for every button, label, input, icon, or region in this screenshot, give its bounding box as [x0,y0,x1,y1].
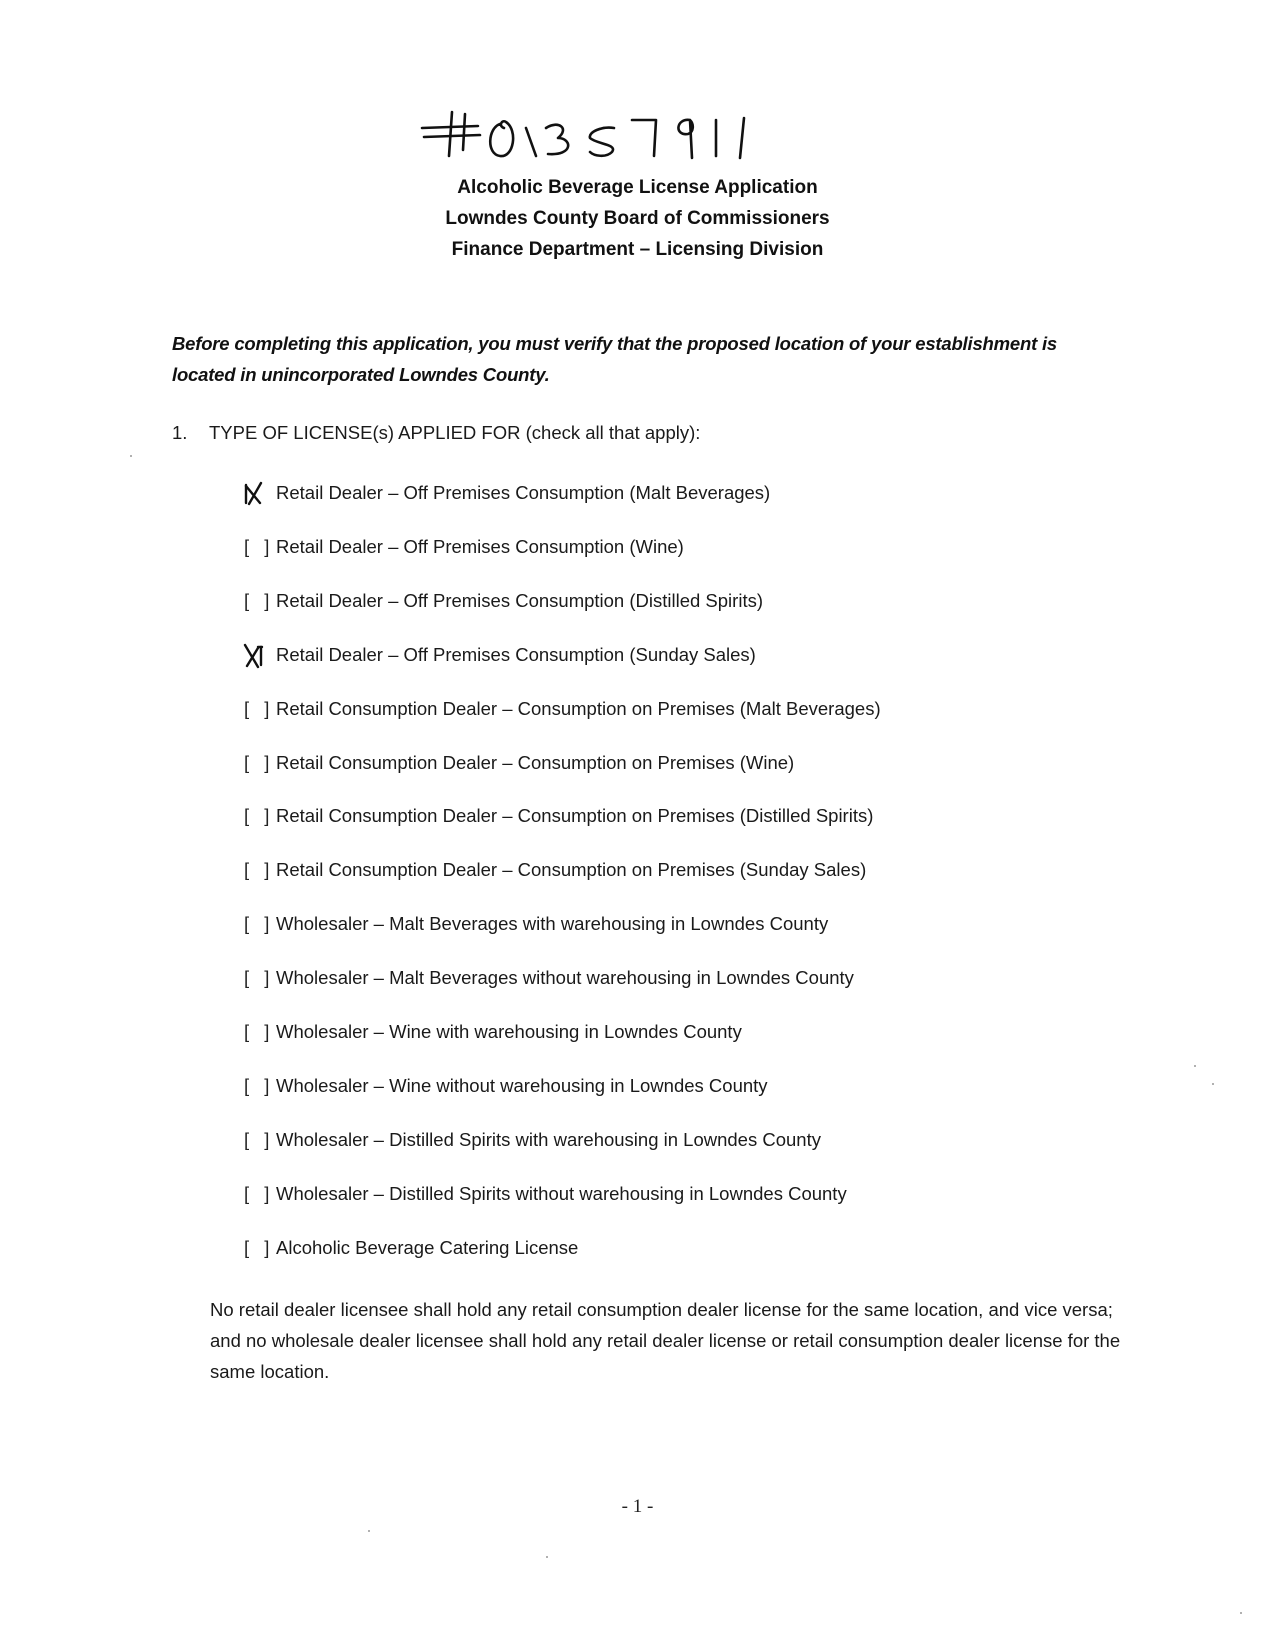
license-option[interactable] [242,478,770,508]
checkbox-empty[interactable] [242,748,275,778]
license-option[interactable] [242,801,873,831]
license-option[interactable] [242,694,881,724]
checkbox-empty[interactable] [242,1017,275,1047]
checkbox-bracket: [ ] [244,913,275,934]
checkbox-bracket: [ ] [244,590,275,611]
scan-speck [1194,1065,1196,1067]
handwritten-number-icon [418,106,758,166]
question-label: TYPE OF LICENSE(s) APPLIED FOR (check all that apply): [209,422,701,443]
question-number: 1. [172,422,188,443]
checkbox-bracket: [ ] [244,805,275,826]
license-option-label: Alcoholic Beverage Catering License [276,1237,579,1258]
license-option[interactable] [242,1071,768,1101]
checkbox-empty[interactable] [242,855,275,885]
checkbox-empty[interactable] [242,963,275,993]
license-option[interactable] [242,1017,742,1047]
scan-speck [130,455,132,457]
scan-speck [1240,1612,1242,1614]
checkbox-bracket: [ ] [244,536,275,557]
checkbox-bracket: [ ] [244,859,275,880]
checkbox-bracket: [ ] [244,1075,275,1096]
checkbox-empty[interactable] [242,1125,275,1155]
checkbox-bracket: [ ] [244,1129,275,1150]
license-option[interactable] [242,1233,578,1263]
license-option-label: Retail Dealer – Off Premises Consumption (Malt Beverages) [276,482,771,503]
license-option[interactable] [242,1179,847,1209]
checkbox-checked[interactable] [242,640,270,670]
license-option[interactable] [242,532,684,562]
license-option-label: Wholesaler – Wine without warehousing in Lowndes County [276,1075,768,1096]
scan-speck [1212,1083,1214,1085]
license-option[interactable] [242,1125,821,1155]
license-option[interactable] [242,748,794,778]
checkbox-empty[interactable] [242,586,275,616]
license-option-label: Wholesaler – Distilled Spirits with warehousing in Lowndes County [276,1129,821,1150]
checkbox-empty[interactable] [242,694,275,724]
scan-speck [546,1556,548,1558]
checkbox-bracket: [ ] [244,967,275,988]
question-license-type [172,422,700,444]
checkbox-bracket: [ ] [244,1237,275,1258]
checkbox-checked[interactable] [242,478,270,508]
license-option-label: Retail Consumption Dealer – Consumption on Premises (Wine) [276,752,795,773]
scan-speck [368,1530,370,1532]
license-option-label: Wholesaler – Wine with warehousing in Lowndes County [276,1021,742,1042]
handwritten-x-check-icon [242,481,266,507]
document-title: Alcoholic Beverage License Application [457,177,818,198]
license-option[interactable] [242,855,866,885]
checkbox-empty[interactable] [242,1179,275,1209]
license-option[interactable] [242,640,756,670]
license-option-label: Retail Dealer – Off Premises Consumption (Distilled Spirits) [276,590,763,611]
intro-instruction: Before completing this application, you must verify that the proposed location of your establishment is located in unincorporated Lowndes County. [172,333,1057,385]
checkbox-empty[interactable] [242,909,275,939]
checkbox-bracket: [ ] [244,1021,275,1042]
checkbox-bracket: [ ] [244,698,275,719]
checkbox-empty[interactable] [242,801,275,831]
license-option-label: Retail Consumption Dealer – Consumption on Premises (Malt Beverages) [276,698,881,719]
license-option-label: Wholesaler – Distilled Spirits without warehousing in Lowndes County [276,1183,847,1204]
license-option-label: Wholesaler – Malt Beverages with warehousing in Lowndes County [276,913,829,934]
license-option[interactable] [242,586,763,616]
license-option[interactable] [242,963,854,993]
document-header [0,172,1275,265]
checkbox-bracket: [ ] [244,1183,275,1204]
organization-name: Lowndes County Board of Commissioners [445,208,830,229]
license-option-label: Retail Consumption Dealer – Consumption on Premises (Sunday Sales) [276,859,867,880]
page-number: - 1 - [621,1496,654,1517]
handwritten-application-number [418,106,758,166]
license-option-label: Retail Dealer – Off Premises Consumption (Wine) [276,536,684,557]
license-option-label: Retail Dealer – Off Premises Consumption (Sunday Sales) [276,644,756,665]
checkbox-bracket: [ ] [244,752,275,773]
checkbox-empty[interactable] [242,1071,275,1101]
license-option-label: Wholesaler – Malt Beverages without warehousing in Lowndes County [276,967,854,988]
license-option-label: Retail Consumption Dealer – Consumption on Premises (Distilled Spirits) [276,805,874,826]
license-restriction-notice: No retail dealer licensee shall hold any retail consumption dealer license for the same location, and vice versa; and no wholesale dealer licensee shall hold any retail dealer license or retail consumption dealer license for the same location. [210,1299,1121,1382]
checkbox-empty[interactable] [242,1233,275,1263]
license-option[interactable] [242,909,828,939]
handwritten-x-check-icon [242,643,266,669]
checkbox-empty[interactable] [242,532,275,562]
department-name: Finance Department – Licensing Division [451,239,824,260]
